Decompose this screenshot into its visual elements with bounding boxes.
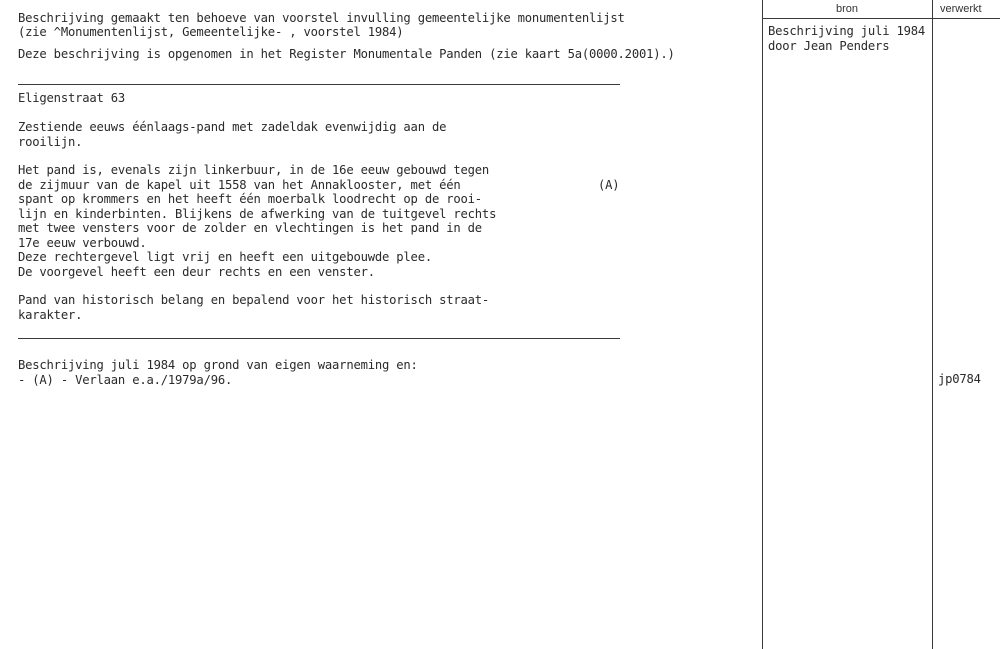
address: Eligenstraat 63 xyxy=(18,91,126,105)
intro-line-1: Beschrijving gemaakt ten behoeve van voorstel invulling gemeentelijke monumentenlijst xyxy=(18,11,625,25)
intro-line-2: (zie ^Monumentenlijst, Gemeentelijke- , voorstel 1984) xyxy=(18,25,404,39)
bron-line: door Jean Penders xyxy=(768,38,890,53)
paragraph-3-line: karakter. xyxy=(18,307,83,322)
paragraph-1-line: rooilijn. xyxy=(18,134,83,149)
paragraph-3-line: Pand van historisch belang en bepalend voor het historisch straat- xyxy=(18,293,490,307)
paragraph-2-line: spant op krommers en het heeft één moerbalk loodrecht op de rooi- xyxy=(18,192,482,206)
paragraph-2-line: 17e eeuw verbouwd. xyxy=(18,235,147,250)
sources-line: - (A) - Verlaan e.a./1979a/96. xyxy=(18,372,233,387)
reference-marker: (A) xyxy=(598,177,620,192)
divider-top xyxy=(18,84,620,85)
bron-line: Beschrijving juli 1984 xyxy=(768,24,926,38)
paragraph-2-line: lijn en kinderbinten. Blijkens de afwerking van de tuitgevel rechts xyxy=(18,206,497,221)
column-divider-verwerkt xyxy=(932,0,933,649)
divider-bottom xyxy=(18,338,620,339)
paragraph-2-line: de zijmuur van de kapel uit 1558 van het Annaklooster, met één xyxy=(18,177,461,192)
paragraph-2-line: Het pand is, evenals zijn linkerbuur, in de 16e eeuw gebouwd tegen xyxy=(18,163,490,177)
column-divider-bron xyxy=(762,0,763,649)
bron-header: bron xyxy=(836,3,859,15)
verwerkt-code: jp0784 xyxy=(938,372,981,386)
header-rule xyxy=(762,18,1000,19)
paragraph-2-line: De voorgevel heeft een deur rechts en een venster. xyxy=(18,264,375,279)
intro-line-3: Deze beschrijving is opgenomen in het Register Monumentale Panden (zie kaart 5a(0000.2001).) xyxy=(18,47,675,61)
paragraph-2-line: met twee vensters voor de zolder en vlechtingen is het pand in de xyxy=(18,221,482,235)
sources-line: Beschrijving juli 1984 op grond van eigen waarneming en: xyxy=(18,358,418,372)
verwerkt-header: verwerkt xyxy=(940,3,982,15)
paragraph-2-line: Deze rechtergevel ligt vrij en heeft een uitgebouwde plee. xyxy=(18,250,432,264)
paragraph-1-line: Zestiende eeuws éénlaags-pand met zadeldak evenwijdig aan de xyxy=(18,120,447,134)
